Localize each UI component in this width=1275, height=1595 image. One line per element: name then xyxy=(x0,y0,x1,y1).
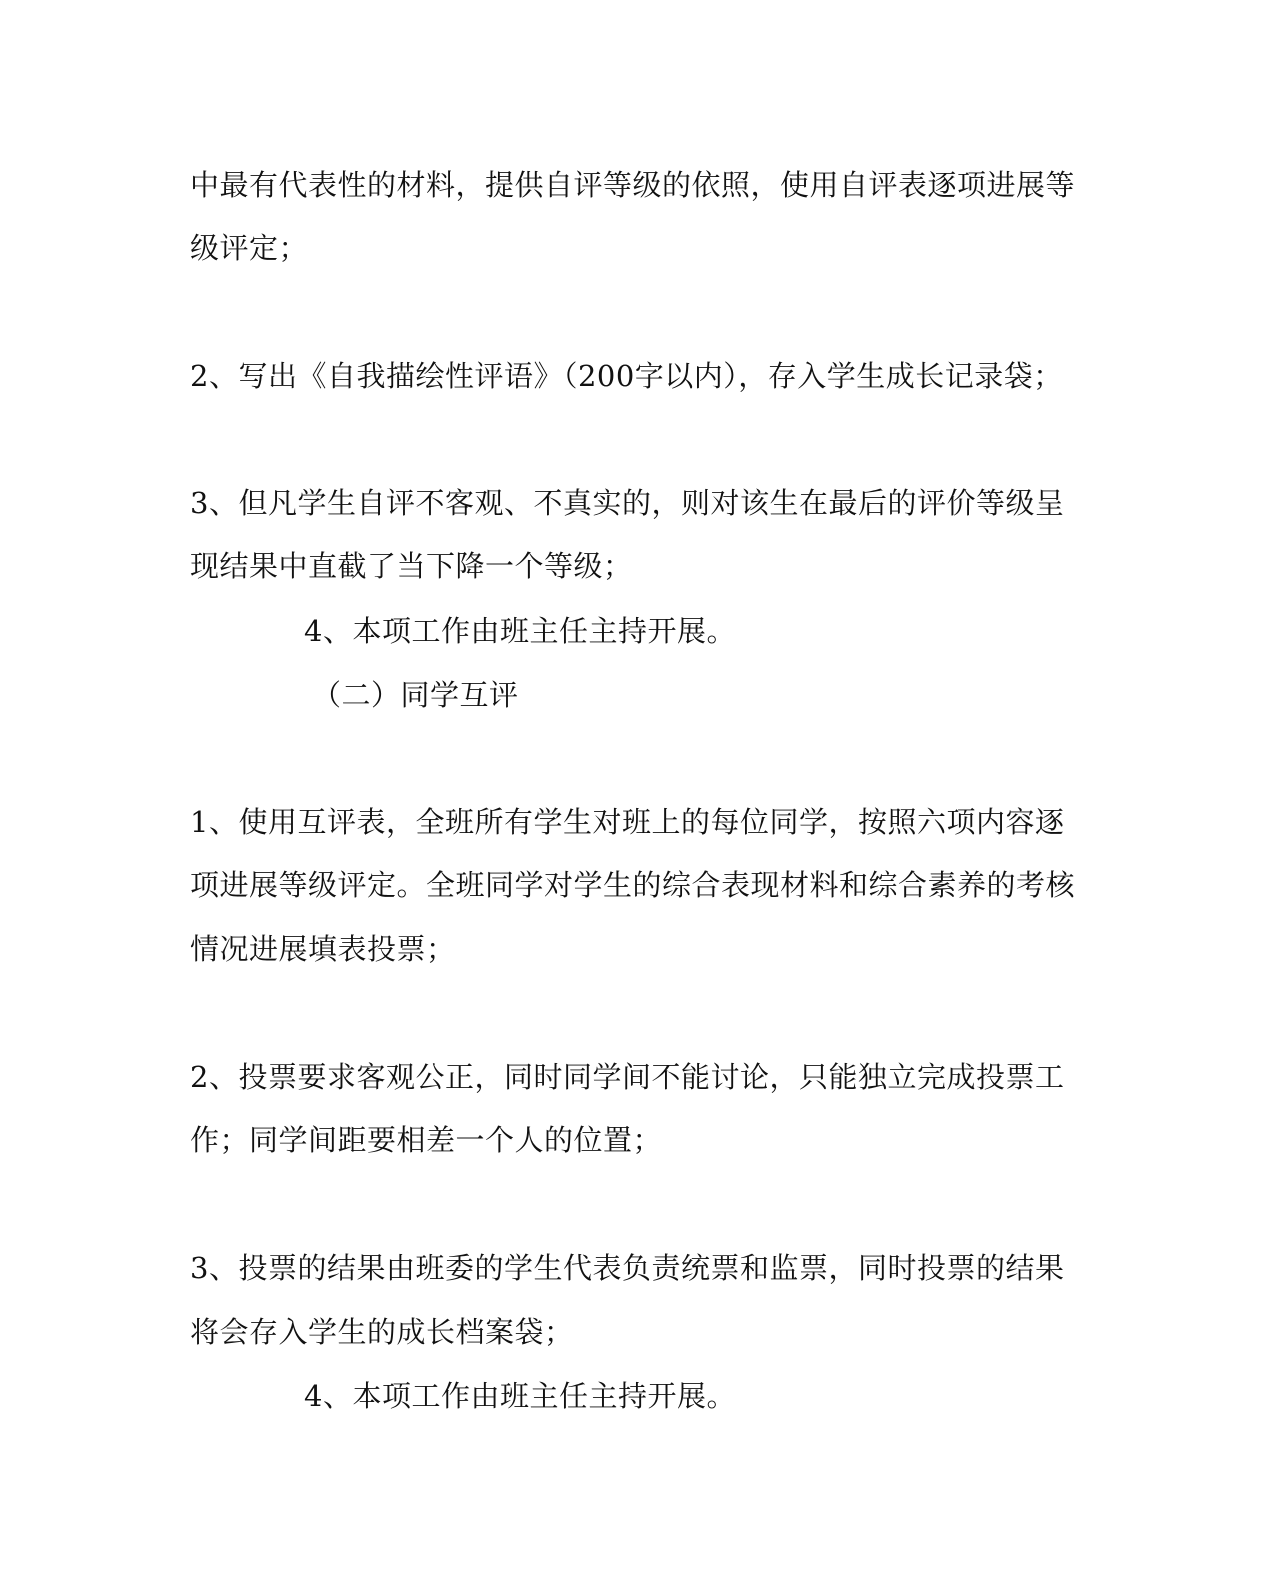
text-line: 级评定； xyxy=(190,231,309,265)
text-line: 将会存入学生的成长档案袋； xyxy=(190,1315,574,1349)
section-heading: （二）同学互评 xyxy=(312,678,519,712)
text-line: 1、使用互评表，全班所有学生对班上的每位同学，按照六项内容逐 xyxy=(190,805,1065,839)
text-line: 中最有代表性的材料，提供自评等级的依照，使用自评表逐项进展等 xyxy=(190,168,1076,202)
text-line: 2、写出《自我描绘性评语》（200字以内），存入学生成长记录袋； xyxy=(190,359,1063,393)
text-line: 4、本项工作由班主任主持开展。 xyxy=(304,614,736,648)
text-line: 3、投票的结果由班委的学生代表负责统票和监票，同时投票的结果 xyxy=(190,1251,1065,1285)
text-line: 2、投票要求客观公正，同时同学间不能讨论，只能独立完成投票工 xyxy=(190,1060,1065,1094)
text-line: 情况进展填表投票； xyxy=(190,932,456,966)
text-line: 现结果中直截了当下降一个等级； xyxy=(190,549,633,583)
text-line: 项进展等级评定。全班同学对学生的综合表现材料和综合素养的考核 xyxy=(190,868,1076,902)
text-line: 作；同学间距要相差一个人的位置； xyxy=(190,1123,663,1157)
text-line: 3、但凡学生自评不客观、不真实的，则对该生在最后的评价等级呈 xyxy=(190,486,1065,520)
text-line: 4、本项工作由班主任主持开展。 xyxy=(304,1379,736,1413)
